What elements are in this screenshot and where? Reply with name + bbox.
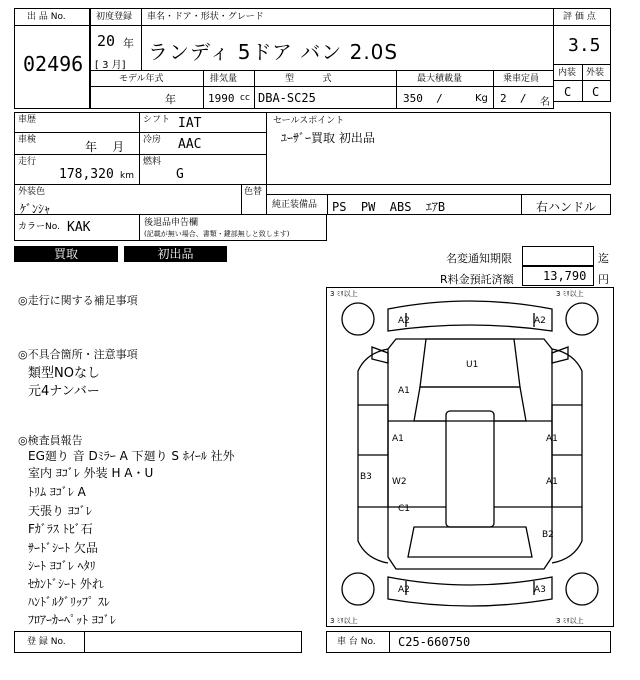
first-listing-badge: 初出品 bbox=[124, 246, 227, 262]
max-load-value: 350 / bbox=[403, 92, 443, 105]
shift-cell bbox=[139, 112, 267, 133]
equipment-value: PS PW ABS ｴｱB bbox=[332, 200, 446, 214]
reg-no-label-cell bbox=[14, 631, 85, 653]
car-name: ランディ 5ドア バン 2.0S bbox=[148, 40, 399, 64]
supplement-heading: ◎走行に関する補足事項 bbox=[18, 294, 138, 307]
equipment-label-cell bbox=[266, 194, 328, 215]
recycle-label: R料金預託済額 bbox=[440, 273, 514, 286]
capacity-label: 乗車定員 bbox=[503, 74, 540, 84]
ext-color-label: 外装色 bbox=[18, 187, 46, 197]
tire-rear-left bbox=[342, 573, 374, 605]
damage-mark: A1 bbox=[392, 434, 404, 444]
inspector-line: 室内 ﾖｺﾞﾚ 外装 H A・U bbox=[28, 466, 154, 480]
front-bumper bbox=[388, 301, 552, 331]
lot-label: 出 品 No. bbox=[27, 12, 66, 22]
color-no-label: カラーNo. bbox=[18, 222, 60, 232]
damage-mark: A3 bbox=[534, 585, 546, 595]
defect-line: 類型NOなし bbox=[28, 366, 100, 381]
first-reg-cell bbox=[90, 25, 142, 71]
first-reg-label-cell bbox=[90, 8, 142, 26]
car-name-cell bbox=[141, 25, 554, 71]
mileage-value: 178,320 bbox=[59, 167, 114, 182]
sales-point-label: セールスポイント bbox=[273, 116, 345, 126]
left-rear-fender bbox=[358, 507, 388, 563]
sales-point-value: ﾕｰｻﾞｰ買取 初出品 bbox=[281, 131, 375, 145]
exterior-label-cell bbox=[582, 64, 611, 81]
max-load-label: 最大積載量 bbox=[417, 74, 463, 84]
damage-mark: A1 bbox=[398, 386, 410, 396]
name-change-label: 名変通知期限 bbox=[446, 252, 512, 265]
left-doors bbox=[358, 405, 388, 507]
damage-mark: A2 bbox=[398, 585, 410, 595]
chassis-label: 車 台 No. bbox=[337, 637, 376, 647]
name-change-field bbox=[522, 246, 594, 266]
color-no-cell bbox=[14, 214, 140, 241]
right-doors bbox=[552, 405, 582, 507]
inspection-value: 年 月 bbox=[85, 140, 125, 154]
inspector-line: ﾄﾘﾑ ﾖｺﾞﾚ A bbox=[28, 485, 86, 499]
tire-depth-label: 3 ﾐﾘ以上 bbox=[330, 290, 358, 298]
inspection-label: 車検 bbox=[18, 135, 37, 145]
max-load-cell bbox=[396, 86, 494, 109]
damage-mark: A2 bbox=[398, 316, 410, 326]
capacity-cell bbox=[493, 86, 554, 109]
steering-value: 右ハンドル bbox=[536, 200, 597, 214]
damage-mark: C1 bbox=[398, 504, 411, 514]
ext-color-value: ｹﾞﾝｼｬ bbox=[20, 202, 51, 216]
type-value: DBA-SC25 bbox=[258, 91, 316, 105]
mileage-unit: km bbox=[120, 171, 134, 181]
repaint-cell bbox=[241, 184, 267, 215]
damage-mark: A2 bbox=[534, 316, 546, 326]
car-name-label-cell bbox=[141, 8, 554, 26]
defect-line: 元4ナンバー bbox=[28, 384, 100, 399]
lot-number-cell bbox=[14, 25, 90, 109]
right-rear-fender bbox=[552, 507, 582, 563]
purchase-badge: 買取 bbox=[14, 246, 118, 262]
aftermarket-label: 後退品申告欄 bbox=[144, 218, 199, 228]
score-cell bbox=[553, 25, 611, 65]
exterior-score-cell bbox=[582, 80, 611, 102]
interior-score-cell bbox=[553, 80, 583, 102]
score-label: 評 価 点 bbox=[563, 12, 596, 22]
damage-mark: B2 bbox=[542, 530, 554, 540]
model-year-cell bbox=[90, 86, 204, 109]
tire-rear-right bbox=[566, 573, 598, 605]
model-year-value: 年 bbox=[165, 93, 176, 106]
damage-mark: W2 bbox=[392, 477, 407, 487]
type-label: 型 式 bbox=[285, 74, 332, 84]
capacity-label-cell bbox=[493, 70, 554, 87]
lot-number: 02496 bbox=[23, 52, 84, 76]
type-label-cell bbox=[254, 70, 397, 87]
first-reg-label: 初度登録 bbox=[96, 12, 133, 22]
repaint-label: 色替 bbox=[244, 187, 263, 197]
windshield bbox=[414, 387, 526, 421]
first-reg-month: [ 3 月] bbox=[95, 60, 126, 71]
inspector-line: ｻｰﾄﾞｼｰﾄ 欠品 bbox=[28, 541, 98, 555]
rear-bumper bbox=[388, 577, 552, 606]
displacement-label-cell bbox=[203, 70, 255, 87]
lot-label-cell bbox=[14, 8, 90, 26]
damage-mark: A1 bbox=[546, 434, 558, 444]
defects-heading: ◎不具合箇所・注意事項 bbox=[18, 348, 138, 361]
tire-depth-label: 3 ﾐﾘ以上 bbox=[330, 617, 358, 625]
tire-depth-label: 3 ﾐﾘ以上 bbox=[556, 617, 584, 625]
max-load-label-cell bbox=[396, 70, 494, 87]
roof bbox=[446, 411, 494, 527]
damage-mark: B3 bbox=[360, 472, 372, 482]
history-label: 車歴 bbox=[18, 115, 37, 125]
recycle-unit: 円 bbox=[598, 273, 609, 286]
inspector-line: ｼｰﾄ ﾖｺﾞﾚ ﾍﾀﾘ bbox=[28, 559, 96, 573]
inspector-line: 天張り ﾖｺﾞﾚ bbox=[28, 504, 92, 518]
inspector-heading: ◎検査員報告 bbox=[18, 434, 83, 447]
inspector-line: EG廻り 音 Dﾐﾗｰ A 下廻り S ﾎｲｰﾙ 社外 bbox=[28, 449, 235, 463]
mileage-cell bbox=[14, 154, 140, 185]
inspector-line: ﾌﾛｱｰｶｰﾍﾟｯﾄ ﾖｺﾞﾚ bbox=[28, 613, 116, 627]
score-label-cell bbox=[553, 8, 611, 26]
type-cell bbox=[254, 86, 397, 109]
shift-value: IAT bbox=[178, 116, 202, 131]
capacity-value: 2 / bbox=[500, 92, 527, 105]
inspector-line: ﾊﾝﾄﾞﾙｸﾞﾘｯﾌﾟ ｽﾚ bbox=[28, 595, 110, 609]
chassis-field bbox=[389, 631, 611, 653]
displacement-value: 1990 bbox=[208, 92, 235, 105]
damage-mark: U1 bbox=[466, 360, 479, 370]
steering-cell bbox=[521, 194, 611, 215]
rear-window bbox=[408, 527, 532, 557]
tire-depth-label: 3 ﾐﾘ以上 bbox=[556, 290, 584, 298]
recycle-field bbox=[522, 266, 594, 286]
interior-label: 内装 bbox=[558, 68, 577, 78]
aftermarket-note: (記載が無い場合、書類・鍵部無しと致します) bbox=[144, 230, 290, 238]
reg-no-label: 登 録 No. bbox=[27, 637, 66, 647]
model-year-label-cell bbox=[90, 70, 204, 87]
inspection-cell bbox=[14, 132, 140, 155]
aftermarket-cell bbox=[139, 214, 327, 241]
shift-label: シフト bbox=[143, 115, 171, 125]
damage-mark: A1 bbox=[546, 477, 558, 487]
first-reg-year: 20 bbox=[97, 32, 116, 50]
ext-color-cell bbox=[14, 184, 242, 215]
interior-score: C bbox=[564, 85, 572, 99]
tire-front-left bbox=[342, 303, 374, 335]
interior-label-cell bbox=[553, 64, 583, 81]
inspector-line: Fｶﾞﾗｽ ﾄﾋﾞ石 bbox=[28, 522, 93, 536]
model-year-label: モデル年式 bbox=[119, 74, 164, 84]
displacement-unit: cc bbox=[240, 93, 250, 103]
right-front-fender bbox=[552, 349, 582, 405]
chassis-label-cell bbox=[326, 631, 390, 653]
name-change-unit: 迄 bbox=[598, 252, 609, 265]
year-unit: 年 bbox=[123, 37, 134, 50]
ac-value: AAC bbox=[178, 137, 202, 152]
left-front-fender bbox=[358, 349, 388, 405]
fuel-cell bbox=[139, 154, 267, 185]
max-load-unit: Kg bbox=[475, 93, 488, 104]
mileage-label: 走行 bbox=[18, 157, 37, 167]
ac-cell bbox=[139, 132, 267, 155]
sales-point-cell bbox=[266, 112, 611, 185]
color-no-value: KAK bbox=[67, 220, 91, 235]
recycle-value: 13,790 bbox=[543, 269, 587, 283]
capacity-unit: 名 bbox=[540, 97, 550, 108]
car-name-label: 車名・ドア・形状・グレード bbox=[147, 12, 264, 22]
displacement-label: 排気量 bbox=[210, 74, 238, 84]
fuel-label: 燃料 bbox=[143, 157, 162, 167]
history-cell bbox=[14, 112, 140, 133]
exterior-label: 外装 bbox=[586, 68, 605, 78]
damage-diagram bbox=[326, 287, 614, 627]
inspector-line: ｾｶﾝﾄﾞｼｰﾄ 外れ bbox=[28, 577, 104, 591]
reg-no-field bbox=[84, 631, 302, 653]
tire-front-right bbox=[566, 303, 598, 335]
chassis-value: C25-660750 bbox=[398, 635, 471, 649]
exterior-score: C bbox=[592, 85, 600, 99]
fuel-value: G bbox=[176, 167, 184, 182]
equipment-label: 純正装備品 bbox=[272, 200, 318, 210]
equipment-cell bbox=[327, 194, 522, 215]
ac-label: 冷房 bbox=[143, 135, 162, 145]
displacement-cell bbox=[203, 86, 255, 109]
score-value: 3.5 bbox=[568, 35, 601, 56]
